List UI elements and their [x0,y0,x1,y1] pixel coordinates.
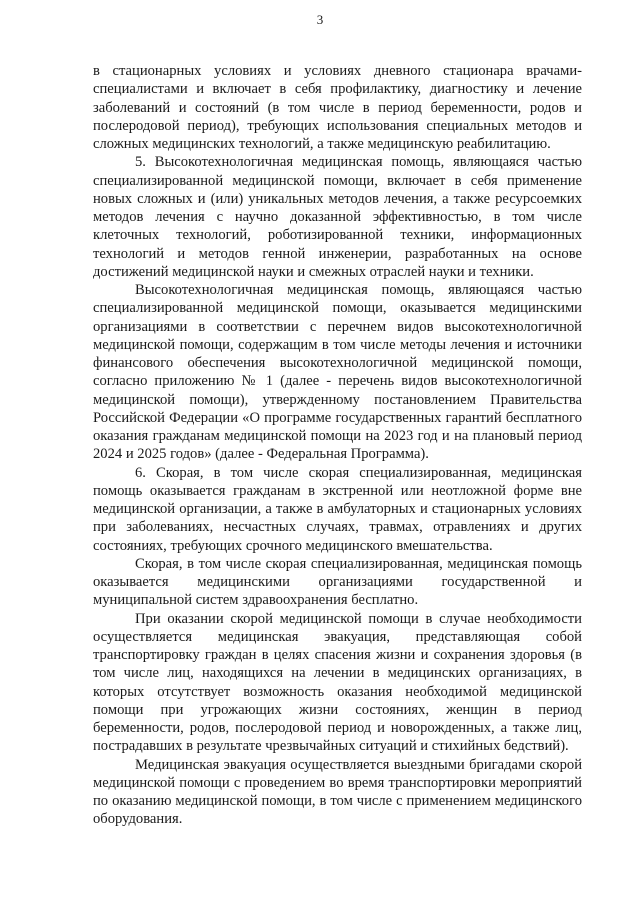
paragraph-continuation: в стационарных условиях и условиях дневного стационара врачами-специалистами и включает в себя профилактику, диагностику и лечение заболеваний и состояний (в том числе в период беременности, родов и послеродовой период), требующих использования специальных методов и сложных медицинских технологий, а также медицинскую реабилитацию. [93,63,582,152]
paragraph-medical-evacuation: При оказании скорой медицинской помощи в случае необходимости осуществляется медицинская эвакуация, представляющая собой транспортировку граждан в целях спасения жизни и сохранения здоровья (в том числе лиц, находящихся на лечении в медицинских организациях, в которых отсутствует возможность оказания необходимой медицинской помощи при угрожающих жизни состояниях, женщин в период беременности, родов, послеродовой период и новорожденных, а также лиц, пострадавших в результате чрезвычайных ситуаций и стихийных бедствий). [93,610,582,755]
document-body [93,62,582,829]
paragraph-high-tech-care: Высокотехнологичная медицинская помощь, являющаяся частью специализированной медицинской помощи, оказывается медицинскими организациями в соответствии с перечнем видов высокотехнологичной медицинской помощи, содержащим в том числе методы лечения и источники финансового обеспечения высокотехнологичной медицинской помощи, согласно приложению № 1 (далее - перечень видов высокотехнологичной медицинской помощи), утвержденному постановлением Правительства Российской Федерации «О программе государственных гарантий бесплатного оказания гражданам медицинской помощи на 2023 год и на плановый период 2024 и 2025 годов» (далее - Федеральная Программа). [93,282,582,463]
paragraph-evacuation-teams: Медицинская эвакуация осуществляется выездными бригадами скорой медицинской помощи с проведением во время транспортировки мероприятий по оказанию медицинской помощи, в том числе с применением медицинского оборудования. [93,756,582,828]
paragraph-emergency-free: Скорая, в том числе скорая специализированная, медицинская помощь оказывается медицинскими организациями государственной и муниципальной систем здравоохранения бесплатно. [93,555,582,609]
paragraph-item-5: 5. Высокотехнологичная медицинская помощь, являющаяся частью специализированной медицинской помощи, включает в себя применение новых сложных и (или) уникальных методов лечения, а также ресурсоемких методов лечения с научно доказанной эффективностью, в том числе клеточных технологий, роботизированной техники, информационных технологий и методов генной инженерии, разработанных на основе достижений медицинской науки и смежных отраслей науки и техники. [93,154,582,280]
page-number: 3 [316,12,324,27]
paragraph-item-6: 6. Скорая, в том числе скорая специализированная, медицинская помощь оказывается гражданам в экстренной или неотложной форме вне медицинской организации, а также в амбулаторных и стационарных условиях при заболеваниях, несчастных случаях, травмах, отравлениях и других состояниях, требующих срочного медицинского вмешательства. [93,464,582,554]
